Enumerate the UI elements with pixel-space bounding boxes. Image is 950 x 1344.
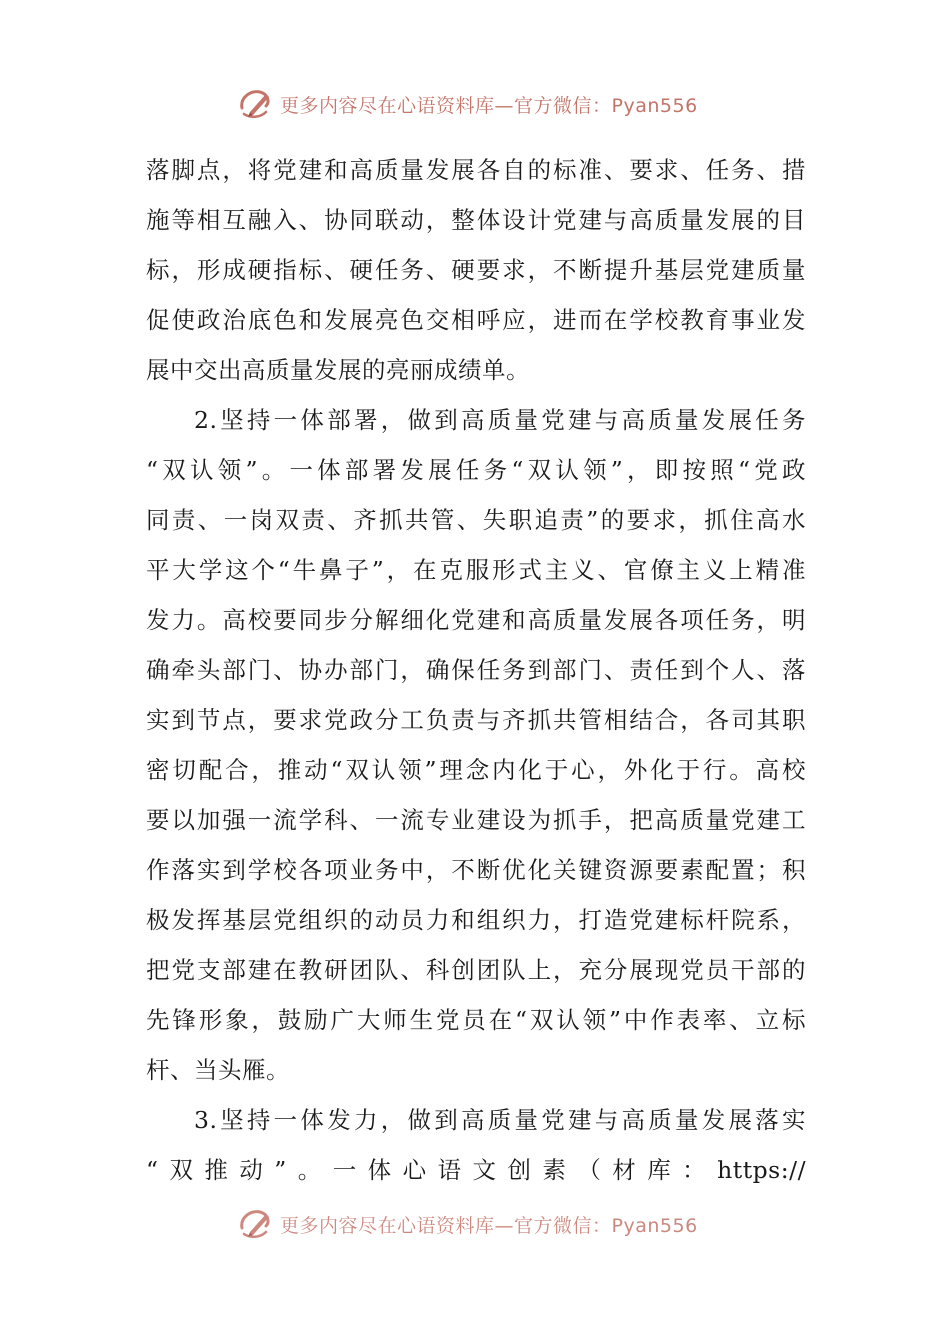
text-line: 确牵头部门、协办部门，确保任务到部门、责任到个人、落 (146, 656, 806, 684)
text-line: 先锋形象，鼓励广大师生党员在“双认领”中作表率、立标 (146, 1006, 806, 1034)
text-line: 杆、当头雁。 (146, 1056, 290, 1084)
text-line: “双认领”。一体部署发展任务“双认领”，即按照“党政 (146, 456, 806, 484)
section-heading-line: 2.坚持一体部署，做到高质量党建与高质量发展任务 (194, 406, 806, 434)
footer-watermark (236, 1204, 698, 1244)
text-line: 发力。高校要同步分解细化党建和高质量发展各项任务，明 (146, 606, 806, 634)
pen-swirl-logo-icon (236, 1204, 276, 1244)
text-line: 要以加强一流学科、一流专业建设为抓手，把高质量党建工 (146, 806, 806, 834)
footer-watermark-text: 更多内容尽在心语资料库—官方微信：Pyan556 (280, 1214, 698, 1237)
text-line: 实到节点，要求党政分工负责与齐抓共管相结合，各司其职 (146, 706, 806, 734)
text-line: 平大学这个“牛鼻子”，在克服形式主义、官僚主义上精准 (146, 556, 806, 584)
pen-swirl-logo-icon (236, 84, 276, 124)
text-line: 同责、一岗双责、齐抓共管、失职追责”的要求，抓住高水 (146, 506, 806, 534)
text-line: 标，形成硬指标、硬任务、硬要求，不断提升基层党建质量 (146, 256, 806, 284)
text-line: 极发挥基层党组织的动员力和组织力，打造党建标杆院系， (146, 906, 806, 934)
header-watermark (236, 84, 698, 124)
text-line: 作落实到学校各项业务中，不断优化关键资源要素配置；积 (146, 856, 806, 884)
text-line: 把党支部建在教研团队、科创团队上，充分展现党员干部的 (146, 956, 806, 984)
header-watermark-text: 更多内容尽在心语资料库—官方微信：Pyan556 (280, 94, 698, 117)
text-line: “双推动”。一体心语文创素（材库：https:// (146, 1156, 806, 1184)
text-line: 施等相互融入、协同联动，整体设计党建与高质量发展的目 (146, 206, 806, 234)
document-body (146, 145, 806, 1195)
text-line: 展中交出高质量发展的亮丽成绩单。 (146, 356, 530, 384)
text-line: 促使政治底色和发展亮色交相呼应，进而在学校教育事业发 (146, 306, 806, 334)
text-line: 落脚点，将党建和高质量发展各自的标准、要求、任务、措 (146, 156, 806, 184)
section-heading-line: 3.坚持一体发力，做到高质量党建与高质量发展落实 (194, 1106, 806, 1134)
text-line: 密切配合，推动“双认领”理念内化于心，外化于行。高校 (146, 756, 806, 784)
